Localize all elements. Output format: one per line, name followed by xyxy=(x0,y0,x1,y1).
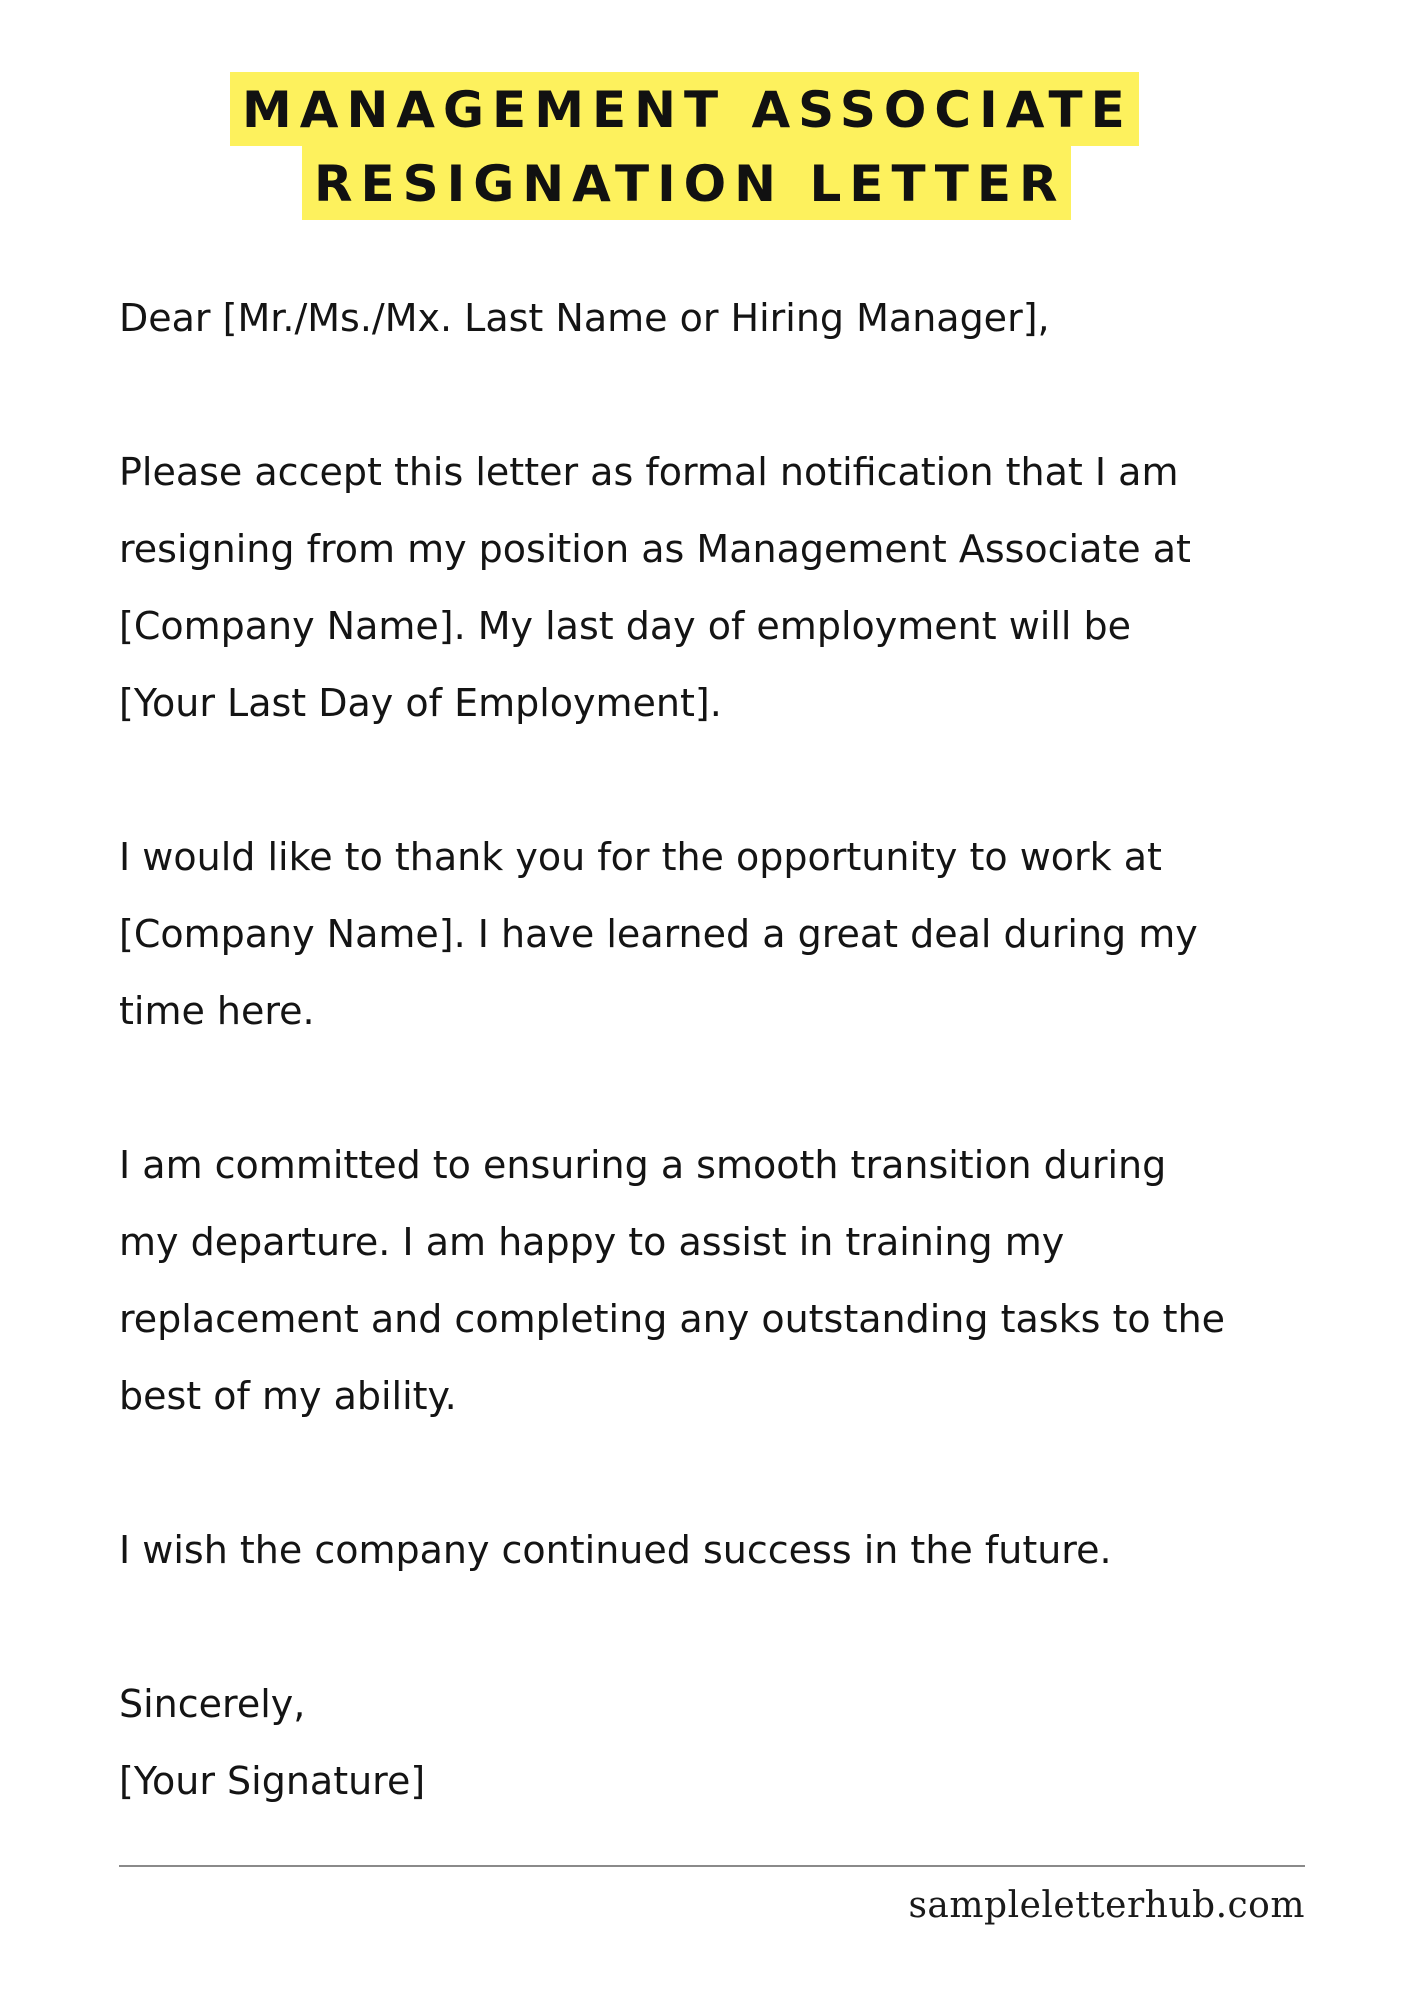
paragraph-thanks: I would like to thank you for the opportunity to work at [Company Name]. I have learned a great deal during my time here. xyxy=(119,835,1198,1033)
footer-divider xyxy=(119,1865,1305,1867)
title-line-1: MANAGEMENT ASSOCIATE xyxy=(230,72,1139,146)
title-line-2: RESIGNATION LETTER xyxy=(302,146,1071,220)
footer-site-name: sampleletterhub.com xyxy=(908,1885,1305,1926)
letter-body xyxy=(119,280,1359,1820)
paragraph-wishes: I wish the company continued success in the future. xyxy=(119,1528,1112,1572)
closing: Sincerely, xyxy=(119,1682,306,1726)
signature-placeholder: [Your Signature] xyxy=(119,1759,426,1803)
paragraph-transition: I am committed to ensuring a smooth transition during my departure. I am happy to assist in training my replacement and completing any outstanding tasks to the best of my ability. xyxy=(119,1143,1226,1418)
paragraph-notification: Please accept this letter as formal notification that I am resigning from my position as Management Associate at [Company Name]. My last day of employment will be [Your Last Day of Employment]. xyxy=(119,450,1191,725)
salutation: Dear [Mr./Ms./Mx. Last Name or Hiring Manager], xyxy=(119,296,1050,340)
